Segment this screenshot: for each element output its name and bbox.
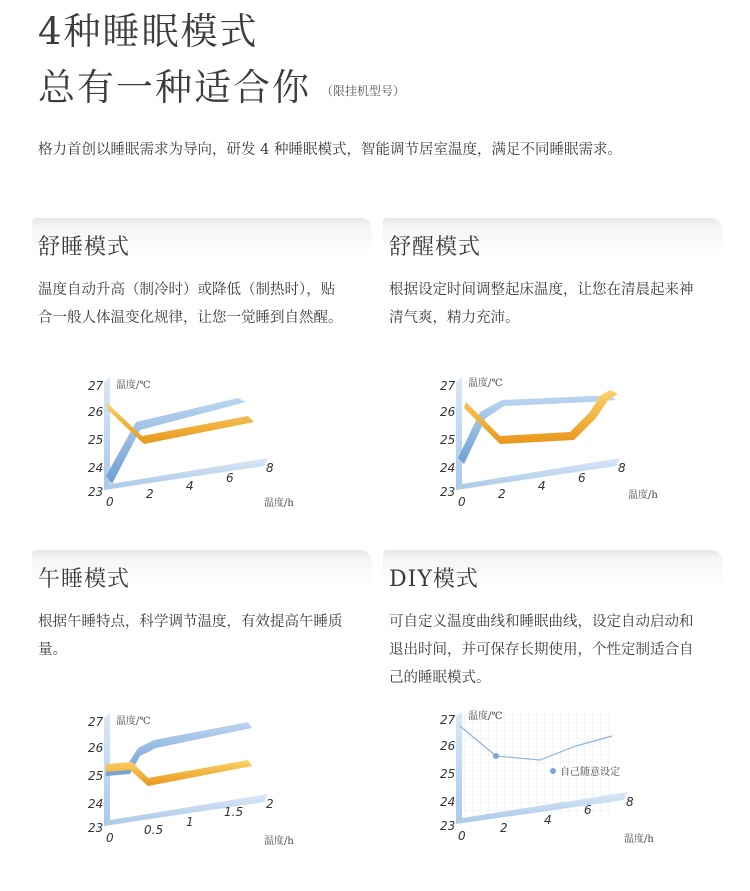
- mode-title: 舒醒模式: [389, 235, 482, 260]
- tick-label: 0: [106, 831, 114, 845]
- tick-label: 0: [458, 495, 466, 509]
- tick-label: 8: [618, 461, 626, 475]
- tick-label: 27: [88, 379, 104, 393]
- y-axis-label: 温度/℃: [468, 378, 503, 389]
- tick-label: 25: [440, 433, 456, 447]
- tick-label: 23: [440, 485, 456, 499]
- tick-label: 24: [440, 461, 456, 475]
- tick-label: 1: [186, 815, 194, 829]
- mode-description: 可自定义温度曲线和睡眠曲线，设定自动启动和退出时间，并可保存长期使用，个性定制适合自己的睡眠模式。: [389, 614, 694, 686]
- subtitle-text: 总有一种适合你: [38, 66, 311, 109]
- tick-label: 26: [440, 405, 456, 419]
- tick-label: 0: [106, 495, 114, 509]
- intro-text: 格力首创以睡眠需求为导向，研发 4 种睡眠模式，智能调节居室温度，满足不同睡眠需求。: [38, 142, 622, 158]
- mode-card-comfort-sleep: [32, 218, 372, 332]
- main-title: 4种睡眠模式: [38, 10, 259, 53]
- tick-label: 26: [88, 405, 104, 419]
- tick-label: 2: [500, 821, 508, 835]
- tick-label: 24: [88, 461, 104, 475]
- tick-label: 26: [88, 741, 104, 755]
- tick-label: 4: [538, 479, 546, 493]
- chart-comfort-sleep: [88, 372, 318, 512]
- mode-header: [383, 218, 723, 262]
- data-point: [493, 753, 499, 759]
- chart-diy: [440, 706, 670, 846]
- y-axis-label: 温度/℃: [116, 380, 151, 391]
- mode-title: DIY模式: [389, 567, 479, 592]
- x-axis-label: 温度/h: [264, 836, 294, 847]
- tick-label: 2: [146, 487, 154, 501]
- tick-label: 6: [584, 803, 592, 817]
- tick-label: 26: [440, 739, 456, 753]
- y-axis-label: 温度/℃: [468, 711, 503, 722]
- tick-label: 23: [88, 485, 104, 499]
- mode-card-comfort-wake: [383, 218, 723, 332]
- legend-marker: [550, 768, 556, 774]
- mode-description: 根据设定时间调整起床温度，让您在清晨起来神清气爽，精力充沛。: [389, 282, 694, 326]
- model-note: （限挂机型号）: [321, 83, 406, 98]
- tick-label: 23: [440, 819, 456, 833]
- mode-card-diy: [383, 550, 723, 692]
- tick-label: 8: [626, 795, 634, 809]
- y-axis-bar: [456, 378, 462, 490]
- tick-label: 27: [440, 713, 456, 727]
- tick-label: 2: [266, 797, 274, 811]
- y-axis-label: 温度/℃: [116, 716, 151, 727]
- tick-label: 0: [458, 829, 466, 843]
- legend-label: 自己随意设定: [560, 767, 620, 778]
- tick-label: 6: [578, 471, 586, 485]
- tick-label: 23: [88, 821, 104, 835]
- tick-label: 6: [226, 471, 234, 485]
- tick-label: 2: [498, 487, 506, 501]
- tick-label: 25: [88, 769, 104, 783]
- x-axis-label: 温度/h: [624, 834, 654, 845]
- subtitle: [38, 66, 405, 113]
- mode-title: 午睡模式: [38, 567, 131, 592]
- tick-label: 25: [88, 433, 104, 447]
- series-line: [458, 396, 616, 464]
- mode-description: 温度自动升高（制冷时）或降低（制热时），贴合一般人体温变化规律，让您一觉睡到自然醒。: [38, 282, 343, 326]
- chart-comfort-wake: [440, 372, 670, 512]
- mode-title: 舒睡模式: [38, 235, 131, 260]
- tick-label: 24: [440, 795, 456, 809]
- mode-header: [32, 218, 372, 262]
- chart-nap: [88, 708, 318, 848]
- tick-label: 4: [186, 479, 194, 493]
- tick-label: 8: [266, 461, 274, 475]
- mode-card-nap: [32, 550, 372, 664]
- tick-label: 24: [88, 797, 104, 811]
- tick-label: 1.5: [224, 805, 244, 819]
- y-axis-bar: [456, 712, 462, 824]
- tick-label: 0.5: [144, 823, 164, 837]
- mode-header: [32, 550, 372, 594]
- tick-label: 27: [88, 715, 104, 729]
- x-axis-label: 温度/h: [628, 490, 658, 501]
- tick-label: 4: [544, 813, 552, 827]
- mode-description: 根据午睡特点，科学调节温度，有效提高午睡质量。: [38, 614, 343, 658]
- tick-label: 27: [440, 379, 456, 393]
- tick-label: 25: [440, 767, 456, 781]
- mode-header: [383, 550, 723, 594]
- x-axis-label: 温度/h: [264, 498, 294, 509]
